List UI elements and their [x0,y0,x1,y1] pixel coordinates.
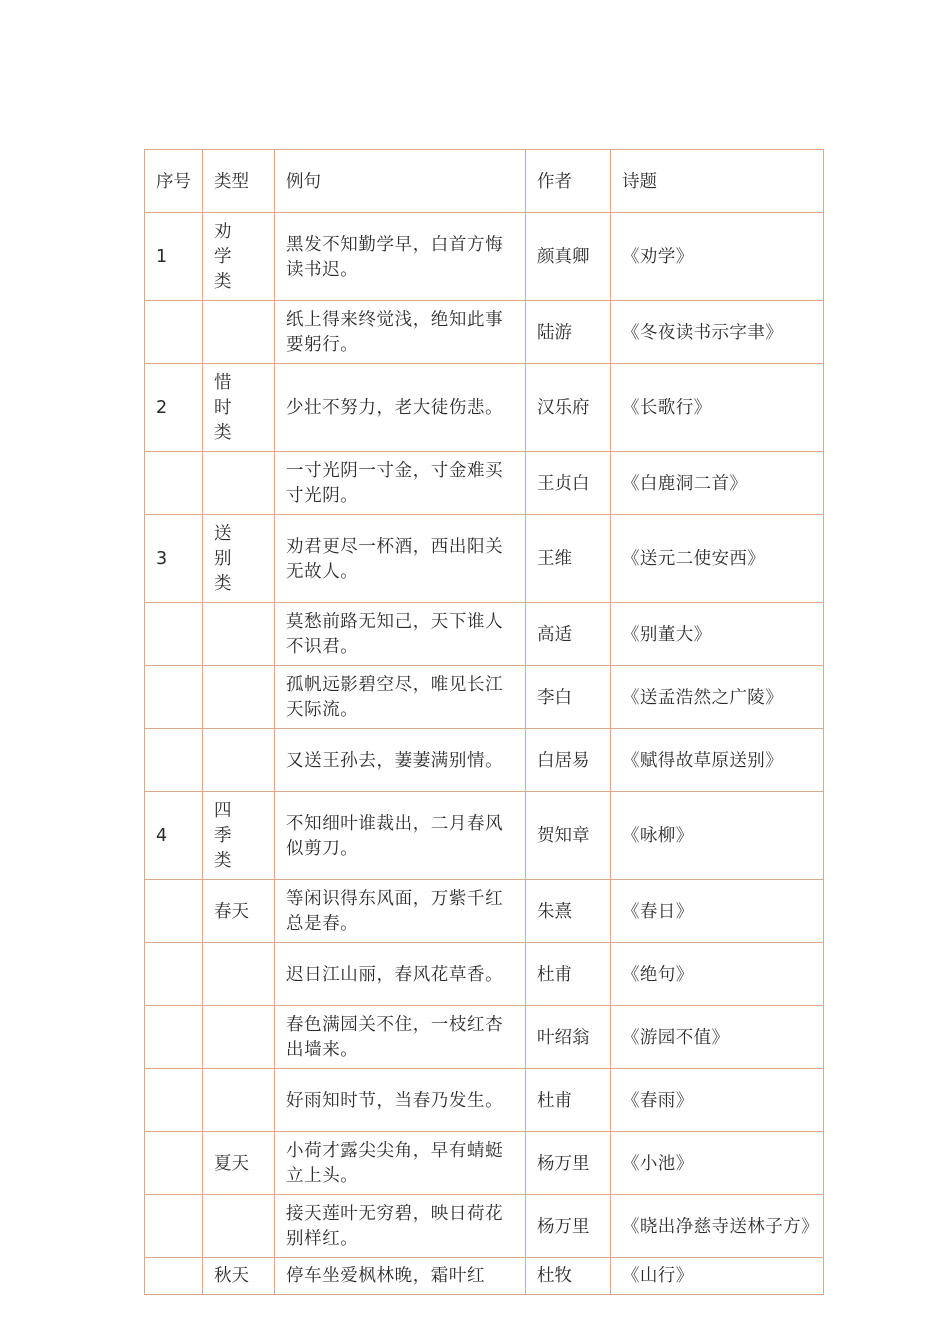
row-author: 杨万里 [526,1132,611,1195]
row-number [145,1006,203,1069]
row-example-line: 莫愁前路无知己，天下谁人不识君。 [275,603,526,666]
row-type: 惜时类 [203,364,275,452]
row-poem-title: 《白鹿洞二首》 [611,452,824,515]
table-row [145,1195,824,1258]
row-author: 杜甫 [526,943,611,1006]
row-type: 夏天 [203,1132,275,1195]
table-row [145,792,824,880]
row-type: 春天 [203,880,275,943]
row-author: 王贞白 [526,452,611,515]
row-example-line: 劝君更尽一杯酒，西出阳关无故人。 [275,515,526,603]
row-author: 白居易 [526,729,611,792]
row-type [203,943,275,1006]
row-poem-title: 《劝学》 [611,213,824,301]
row-type: 送别类 [203,515,275,603]
row-author: 高适 [526,603,611,666]
row-author: 杜牧 [526,1258,611,1295]
row-example-line: 孤帆远影碧空尽，唯见长江天际流。 [275,666,526,729]
row-poem-title: 《春日》 [611,880,824,943]
header-example-line: 例句 [275,150,526,213]
row-author: 杨万里 [526,1195,611,1258]
row-type [203,1006,275,1069]
row-example-line: 春色满园关不住，一枝红杏出墙来。 [275,1006,526,1069]
row-type: 四季类 [203,792,275,880]
row-example-line: 等闲识得东风面，万紫千红总是春。 [275,880,526,943]
row-type [203,666,275,729]
poetry-table [144,149,824,1295]
row-type: 劝学类 [203,213,275,301]
row-poem-title: 《送孟浩然之广陵》 [611,666,824,729]
row-number [145,943,203,1006]
table-row [145,364,824,452]
row-poem-title: 《长歌行》 [611,364,824,452]
table-row [145,943,824,1006]
table-header-row [145,150,824,213]
header-type: 类型 [203,150,275,213]
row-number: 3 [145,515,203,603]
row-example-line: 接天莲叶无穷碧，映日荷花别样红。 [275,1195,526,1258]
row-poem-title: 《游园不值》 [611,1006,824,1069]
row-type [203,603,275,666]
row-example-line: 迟日江山丽，春风花草香。 [275,943,526,1006]
row-type [203,1195,275,1258]
header-author: 作者 [526,150,611,213]
table-row [145,603,824,666]
row-poem-title: 《冬夜读书示字聿》 [611,301,824,364]
row-poem-title: 《山行》 [611,1258,824,1295]
row-number [145,452,203,515]
row-poem-title: 《晓出净慈寺送林子方》 [611,1195,824,1258]
row-author: 李白 [526,666,611,729]
table-row [145,515,824,603]
row-number [145,880,203,943]
row-example-line: 少壮不努力，老大徒伤悲。 [275,364,526,452]
row-example-line: 小荷才露尖尖角，早有蜻蜓立上头。 [275,1132,526,1195]
table-row [145,301,824,364]
row-example-line: 好雨知时节，当春乃发生。 [275,1069,526,1132]
table-row [145,1006,824,1069]
row-poem-title: 《绝句》 [611,943,824,1006]
row-example-line: 纸上得来终觉浅，绝知此事要躬行。 [275,301,526,364]
row-number [145,666,203,729]
row-number [145,729,203,792]
header-number: 序号 [145,150,203,213]
row-author: 朱熹 [526,880,611,943]
table-row [145,1258,824,1295]
row-number: 1 [145,213,203,301]
table-row [145,452,824,515]
table-row [145,1069,824,1132]
row-number [145,301,203,364]
row-author: 颜真卿 [526,213,611,301]
row-author: 陆游 [526,301,611,364]
row-number [145,1195,203,1258]
row-author: 贺知章 [526,792,611,880]
table-row [145,666,824,729]
row-number [145,603,203,666]
row-poem-title: 《春雨》 [611,1069,824,1132]
row-poem-title: 《小池》 [611,1132,824,1195]
header-poem-title: 诗题 [611,150,824,213]
row-number: 2 [145,364,203,452]
table-row [145,729,824,792]
row-number: 4 [145,792,203,880]
row-author: 杜甫 [526,1069,611,1132]
row-poem-title: 《别董大》 [611,603,824,666]
row-type [203,452,275,515]
table-row [145,880,824,943]
row-number [145,1069,203,1132]
row-type: 秋天 [203,1258,275,1295]
row-example-line: 一寸光阴一寸金，寸金难买寸光阴。 [275,452,526,515]
row-author: 叶绍翁 [526,1006,611,1069]
row-author: 王维 [526,515,611,603]
row-example-line: 停车坐爱枫林晚，霜叶红 [275,1258,526,1295]
table-row [145,1132,824,1195]
row-poem-title: 《送元二使安西》 [611,515,824,603]
row-author: 汉乐府 [526,364,611,452]
row-poem-title: 《赋得故草原送别》 [611,729,824,792]
row-example-line: 又送王孙去，萋萋满别情。 [275,729,526,792]
table-row [145,213,824,301]
row-type [203,301,275,364]
row-number [145,1258,203,1295]
row-example-line: 不知细叶谁裁出，二月春风似剪刀。 [275,792,526,880]
row-example-line: 黑发不知勤学早，白首方悔读书迟。 [275,213,526,301]
row-number [145,1132,203,1195]
row-poem-title: 《咏柳》 [611,792,824,880]
poetry-table-sheet [144,149,823,1295]
row-type [203,729,275,792]
row-type [203,1069,275,1132]
